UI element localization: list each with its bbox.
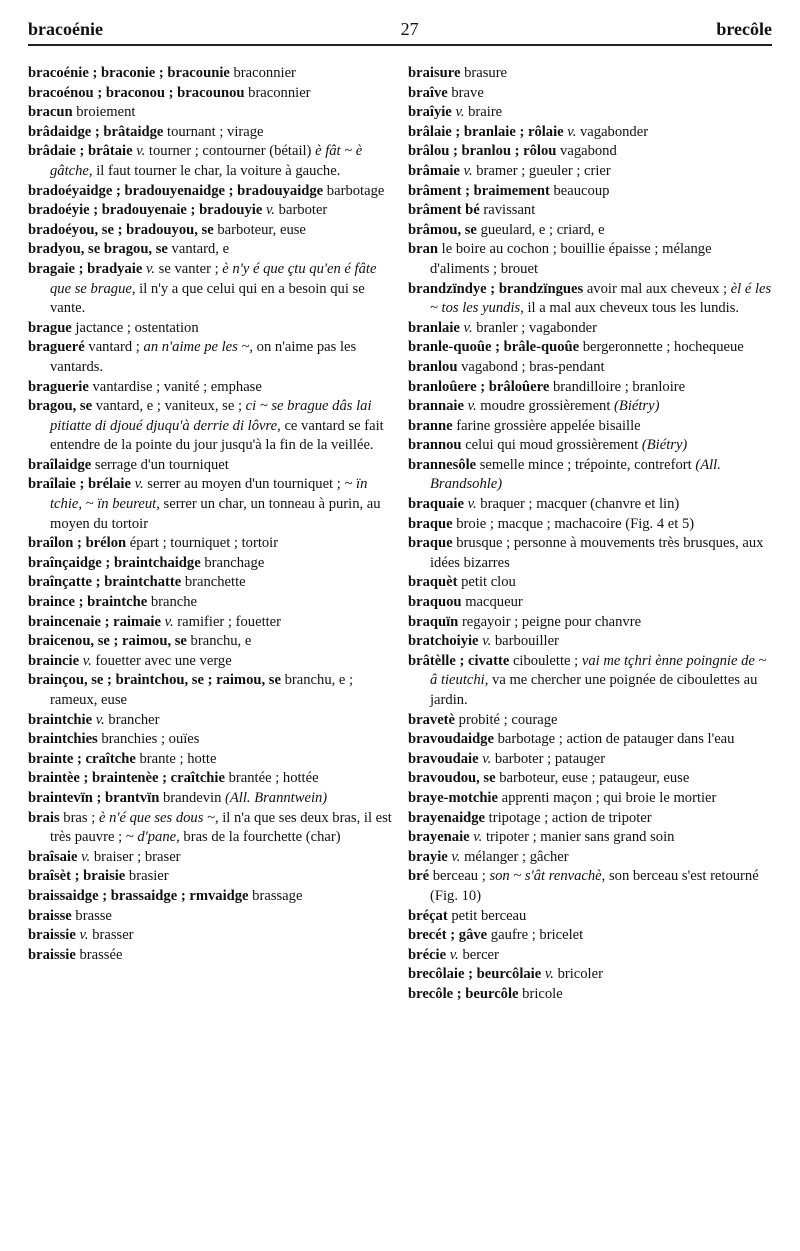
definition-text: , il n'a que ses deux bras, il est très pauvre ; (50, 809, 392, 846)
dictionary-entry (28, 809, 392, 848)
definition-text: braiser ; braser (90, 848, 181, 865)
definition-text: beaucoup (549, 182, 610, 199)
italic-text: v. (482, 633, 492, 650)
definition-text: serrage d'un tourniquet (91, 456, 229, 473)
dictionary-entry (28, 182, 392, 202)
running-head-first-entry: bracoénie (28, 18, 103, 39)
dictionary-entry (28, 789, 392, 809)
definition-text: barbotage (323, 182, 385, 199)
headword: braintèe ; braintenèe ; craîtchie (28, 770, 225, 787)
headword: branloûere ; brâloûere (408, 378, 550, 395)
headword: braincenaie ; raimaie (28, 613, 161, 630)
definition-text: apprenti maçon ; qui broie le mortier (497, 789, 717, 806)
headword: bragou, se (28, 398, 93, 415)
definition-text: barboteur, euse ; pataugeur, euse (495, 770, 690, 787)
dictionary-entry (28, 84, 392, 104)
headword: braicenou, se ; raimou, se (28, 633, 187, 650)
definition-text: regayoir ; peigne pour chanvre (458, 613, 642, 630)
headword: braisure (408, 65, 461, 81)
dictionary-entry (28, 319, 392, 339)
definition-text: barboteur, euse (213, 221, 306, 238)
dictionary-entry (408, 338, 772, 358)
italic-text: v. (164, 613, 174, 630)
italic-text: v. (451, 848, 461, 865)
definition-text: épart ; tourniquet ; tortoir (126, 535, 279, 552)
dictionary-entry (408, 319, 772, 339)
dictionary-entry (28, 142, 392, 181)
italic-text: an n'aime pe les ~ (143, 339, 250, 356)
dictionary-entry (408, 358, 772, 378)
definition-text: tournant ; virage (163, 123, 264, 140)
italic-text: v. (79, 927, 89, 944)
dictionary-entry (28, 593, 392, 613)
headword: braque (408, 515, 453, 532)
italic-text: v. (134, 476, 144, 493)
headword: braînçatte ; braintchatte (28, 574, 182, 591)
definition-text: macqueur (461, 594, 523, 611)
dictionary-entry (28, 378, 392, 398)
dictionary-entry (28, 123, 392, 143)
dictionary-entry (28, 554, 392, 574)
headword: brannesôle (408, 456, 477, 473)
dictionary-entry (28, 946, 392, 966)
definition-text: brantée ; hottée (224, 770, 319, 787)
italic-text: v. (467, 496, 477, 513)
headword: bravoudaie (408, 750, 479, 767)
italic-text: (Biétry) (614, 398, 660, 415)
italic-text: v. (463, 319, 473, 336)
headword: brague (28, 319, 72, 336)
definition-text: bras ; (59, 809, 99, 826)
dictionary-entry (28, 750, 392, 770)
headword: brâdaie ; brâtaie (28, 143, 133, 160)
dictionary-entry (28, 632, 392, 652)
definition-text: ramifier ; fouetter (173, 613, 282, 630)
definition-text: gaufre ; bricelet (487, 927, 584, 944)
definition-text: , il a mal aux cheveux tous les lundis. (520, 300, 740, 317)
dictionary-entry (408, 123, 772, 143)
dictionary-entry (28, 201, 392, 221)
italic-text: v. (145, 260, 156, 277)
headword: braissie (28, 927, 76, 944)
headword: brâmou, se (408, 221, 477, 238)
headword: braque (408, 535, 453, 552)
definition-text: berceau ; (429, 868, 490, 885)
headword: braissie (28, 946, 76, 963)
italic-text: è fât ~ è gâtche (50, 143, 363, 179)
dictionary-entry (28, 475, 392, 534)
definition-text: branche (147, 594, 198, 611)
dictionary-entry (408, 711, 772, 731)
dictionary-entry (408, 769, 772, 789)
dictionary-entry (408, 652, 772, 711)
definition-text: braquer ; macquer (chanvre et lin) (476, 496, 680, 513)
headword: braîlaidge (28, 456, 92, 473)
headword: braisse (28, 907, 72, 924)
italic-text: vai me tçhri ènne poingnie de ~ â tieutchi (430, 652, 767, 689)
definition-text: brante ; hotte (135, 750, 217, 767)
italic-text: v. (463, 162, 473, 179)
dictionary-entry (408, 280, 772, 319)
headword: braintevïn ; brantvïn (28, 789, 160, 806)
definition-text: , il n'y a que celui qui en a besoin qui se vante. (50, 280, 365, 317)
italic-text: è n'y é que çtu qu'en é fâte que se brague (50, 260, 377, 297)
dictionary-entry (408, 534, 772, 573)
dictionary-entry (408, 182, 772, 202)
headword: brecôle ; beurcôle (408, 985, 519, 1002)
dictionary-entry (408, 515, 772, 535)
headword: bragaie ; bradyaie (28, 260, 143, 277)
definition-text: tripotage ; action de tripoter (485, 809, 652, 826)
dictionary-entry (408, 750, 772, 770)
headword: brainte ; craîtche (28, 750, 136, 767)
dictionary-entry (408, 397, 772, 417)
definition-text: petit clou (457, 574, 516, 591)
dictionary-entry (408, 240, 772, 279)
dictionary-entry (28, 338, 392, 377)
dictionary-entry (408, 907, 772, 927)
headword: bratchoiyie (408, 633, 479, 650)
headword: bradoéyaidge ; bradouyenaidge ; bradouyaidge (28, 182, 324, 199)
headword: braguerie (28, 378, 89, 395)
definition-text: braconnier (229, 65, 296, 81)
definition-text: brandevin (159, 789, 226, 806)
page-number: 27 (400, 18, 419, 39)
italic-text: èl é les ~ tos les yundis (430, 280, 772, 317)
dictionary-entry (408, 828, 772, 848)
definition-text: le boire au cochon ; bouillie épaisse ; mélange d'aliments ; brouet (430, 241, 712, 277)
definition-text: vagabond ; bras-pendant (457, 358, 605, 375)
headword: bradoéyie ; bradouyenaie ; bradouyie (28, 202, 263, 219)
definition-text: farine grossière appelée bisaille (452, 417, 641, 434)
definition-text: bricoler (553, 966, 603, 983)
definition-text: moudre grossièrement (476, 398, 615, 415)
headword: brécie (408, 946, 447, 963)
dictionary-columns (28, 64, 772, 1243)
headword: brannou (408, 437, 462, 454)
dictionary-entry (408, 730, 772, 750)
dictionary-entry (28, 671, 392, 710)
definition-text: brasure (460, 65, 508, 81)
definition-text: , ce vantard se fait entendre de la pointe du jour jusqu'à la fin de la veillée. (50, 417, 384, 454)
italic-text: v. (467, 398, 477, 415)
definition-text: braconnier (244, 84, 311, 101)
dictionary-entry (408, 867, 772, 906)
headword: brannaie (408, 398, 464, 415)
definition-text: barboter (275, 202, 328, 219)
italic-text: (Biétry) (641, 437, 688, 454)
definition-text: branchu, e ; rameux, euse (50, 672, 354, 708)
definition-text: brave (447, 84, 484, 101)
italic-text: v. (482, 750, 492, 767)
definition-text: bricole (518, 985, 563, 1002)
italic-text: v. (265, 202, 276, 219)
left-column (28, 64, 392, 1243)
dictionary-entry (408, 573, 772, 593)
headword: brainçou, se ; braintchou, se ; raimou, se (28, 672, 281, 689)
definition-text: braire (464, 104, 503, 121)
italic-text: (All. Branntwein) (225, 789, 328, 806)
definition-text: celui qui moud grossièrement (461, 437, 642, 454)
definition-text: serrer au moyen d'un tourniquet ; (143, 476, 345, 493)
italic-text: ~ d'pane (125, 829, 177, 846)
definition-text: brancher (104, 711, 160, 728)
headword: brâment bé (408, 202, 480, 219)
headword: bravoudaidge (408, 731, 494, 748)
headword: bradoéyou, se ; bradouyou, se (28, 221, 214, 238)
dictionary-entry (408, 789, 772, 809)
headword: braquaie (408, 496, 464, 513)
headword: brayenaidge (408, 809, 486, 826)
definition-text: branchette (181, 574, 246, 591)
dictionary-entry (28, 260, 392, 319)
definition-text: brassage (248, 887, 303, 904)
definition-text: ciboulette ; (509, 652, 582, 669)
dictionary-entry (408, 221, 772, 241)
definition-text: broiement (72, 104, 136, 121)
headword: brecét ; gâve (408, 927, 488, 944)
headword: bré (408, 868, 430, 885)
headword: brâmaie (408, 162, 460, 179)
dictionary-entry (28, 397, 392, 456)
headword: branne (408, 417, 453, 434)
definition-text: bercer (458, 946, 499, 963)
definition-text: barboter ; patauger (491, 750, 606, 767)
headword: bradyou, se (28, 241, 101, 258)
page-header (28, 14, 772, 46)
dictionary-entry (28, 711, 392, 731)
dictionary-entry (28, 730, 392, 750)
definition-text: , va me chercher une poignée de ciboulettes au jardin. (430, 672, 758, 708)
headword: braîlaie ; brélaie (28, 476, 131, 493)
headword: braintchies (28, 731, 98, 748)
headword: branlaie (408, 319, 460, 336)
dictionary-entry (408, 456, 772, 495)
headword: bragou, se (103, 241, 168, 258)
italic-text: v. (473, 829, 483, 846)
definition-text: vantardise ; vanité ; emphase (88, 378, 262, 395)
headword: braîsèt ; braisie (28, 868, 126, 885)
headword: bravetè (408, 711, 456, 728)
definition-text: tripoter ; manier sans grand soin (482, 829, 675, 846)
italic-text: ~ ïn tchie, ~ ïn beureut (50, 476, 368, 513)
definition-text: brasse (71, 907, 112, 924)
headword: brais (28, 809, 60, 826)
italic-text: v. (544, 966, 554, 983)
headword: brâlaie ; branlaie ; rôlaie (408, 123, 564, 140)
dictionary-entry (28, 613, 392, 633)
dictionary-entry (408, 64, 772, 84)
headword: braissaidge ; brassaidge ; rmvaidge (28, 887, 249, 904)
definition-text: probité ; courage (455, 711, 558, 728)
dictionary-entry (408, 965, 772, 985)
italic-text: v. (567, 123, 577, 140)
definition-text: bergeronnette ; hochequeue (579, 339, 744, 356)
dictionary-entry (28, 926, 392, 946)
dictionary-entry (408, 593, 772, 613)
definition-text: jactance ; ostentation (71, 319, 199, 336)
dictionary-entry (408, 848, 772, 868)
definition-text: petit berceau (447, 907, 527, 924)
definition-text: vantard, e (167, 241, 230, 258)
right-column (408, 64, 772, 1243)
definition-text: fouetter avec une verge (91, 652, 232, 669)
headword: bracoénou ; braconou ; bracounou (28, 84, 245, 101)
headword: braîlon ; brélon (28, 535, 127, 552)
italic-text: è n'é que ses dous ~ (98, 809, 215, 826)
dictionary-entry (408, 84, 772, 104)
definition-text: vantard, e ; vaniteux, se ; (92, 398, 246, 415)
dictionary-entry (408, 417, 772, 437)
dictionary-entry (408, 378, 772, 398)
italic-text: v. (82, 652, 92, 669)
definition-text: gueulard, e ; criard, e (476, 221, 605, 238)
headword: bragueré (28, 339, 85, 356)
dictionary-entry (408, 103, 772, 123)
headword: braintchie (28, 711, 93, 728)
dictionary-entry (408, 926, 772, 946)
headword: braîve (408, 84, 448, 101)
dictionary-entry (28, 573, 392, 593)
dictionary-entry (28, 534, 392, 554)
definition-text: , il faut tourner le char, la voiture à gauche. (88, 162, 341, 179)
headword: braîyie (408, 104, 452, 121)
definition-text: avoir mal aux cheveux ; (583, 280, 731, 297)
definition-text: ravissant (479, 202, 536, 219)
definition-text: broie ; macque ; machacoire (Fig. 4 et 5) (452, 515, 695, 532)
definition-text: , son berceau s'est retourné (Fig. 10) (430, 868, 759, 904)
dictionary-entry (28, 907, 392, 927)
dictionary-entry (408, 809, 772, 829)
dictionary-entry (28, 769, 392, 789)
headword: branle-quoûe ; brâle-quoûe (408, 339, 580, 356)
headword: braince ; braintche (28, 594, 148, 611)
dictionary-entry (28, 867, 392, 887)
dictionary-entry (408, 632, 772, 652)
italic-text: v. (81, 848, 91, 865)
headword: bréçat (408, 907, 448, 924)
dictionary-entry (28, 221, 392, 241)
headword: bravoudou, se (408, 770, 496, 787)
definition-text: tourner ; contourner (bétail) (145, 143, 316, 160)
definition-text: , on n'aime pas les vantards. (50, 339, 357, 375)
definition-text: semelle mince ; trépointe, contrefort (476, 456, 696, 473)
definition-text: se vanter ; (155, 260, 223, 277)
definition-text: branler ; vagabonder (472, 319, 597, 336)
dictionary-entry (408, 436, 772, 456)
italic-text: (All. Brandsohle) (430, 456, 721, 493)
headword: braquou (408, 594, 462, 611)
definition-text: mélanger ; gâcher (460, 848, 569, 865)
dictionary-entry (408, 201, 772, 221)
definition-text: vagabonder (576, 123, 649, 140)
headword: braquïn (408, 613, 459, 630)
definition-text: brasser (88, 927, 134, 944)
definition-text: vantard ; (84, 339, 144, 356)
headword: brâment ; braimement (408, 182, 550, 199)
italic-text: son ~ s'ât renvachè (489, 868, 602, 885)
headword: bracun (28, 104, 73, 121)
definition-text: brandilloire ; branloire (549, 378, 686, 395)
headword: branlou (408, 358, 458, 375)
definition-text: bramer ; gueuler ; crier (472, 162, 611, 179)
definition-text: branchies ; ouïes (97, 731, 200, 748)
definition-text: branchu, e (186, 633, 252, 650)
dictionary-entry (28, 887, 392, 907)
headword: brayie (408, 848, 448, 865)
dictionary-entry (408, 162, 772, 182)
headword: braye-motchie (408, 789, 498, 806)
dictionary-entry (28, 103, 392, 123)
definition-text: brassée (75, 946, 123, 963)
dictionary-entry (408, 946, 772, 966)
italic-text: v. (455, 104, 465, 121)
dictionary-entry (408, 142, 772, 162)
definition-text: vagabond (556, 143, 617, 160)
headword: braincie (28, 652, 80, 669)
headword: braînçaidge ; braintchaidge (28, 554, 201, 571)
dictionary-entry (408, 495, 772, 515)
definition-text: , serrer un char, un tonneau à purin, au moyen du tortoir (50, 496, 381, 532)
italic-text: ci ~ se brague dâs lai pitiatte di djoué djuqu'à derrie di lôvre (50, 398, 372, 434)
italic-text: v. (136, 143, 146, 160)
headword: brâlou ; branlou ; rôlou (408, 143, 557, 160)
dictionary-entry (28, 652, 392, 672)
headword: brandzïndye ; brandzïngues (408, 280, 584, 297)
italic-text: v. (449, 946, 459, 963)
dictionary-entry (28, 64, 392, 84)
dictionary-entry (28, 240, 392, 260)
dictionary-entry (28, 848, 392, 868)
headword: brayenaie (408, 829, 470, 846)
headword: bran (408, 241, 439, 258)
definition-text: branchage (200, 554, 265, 571)
italic-text: v. (95, 711, 105, 728)
definition-text: brasier (125, 868, 169, 885)
headword: brâtèlle ; civatte (408, 652, 510, 669)
headword: bracoénie ; braconie ; bracounie (28, 65, 230, 81)
headword: brecôlaie ; beurcôlaie (408, 966, 542, 983)
definition-text: , bras de la fourchette (char) (176, 829, 341, 846)
definition-text: barbotage ; action de patauger dans l'eau (493, 731, 735, 748)
headword: braîsaie (28, 848, 78, 865)
definition-text: barbouiller (491, 633, 559, 650)
headword: brâdaidge ; brâtaidge (28, 123, 164, 140)
running-head-last-entry: brecôle (716, 18, 772, 39)
dictionary-entry (408, 613, 772, 633)
dictionary-entry (28, 456, 392, 476)
dictionary-entry (408, 985, 772, 1005)
definition-text: brusque ; personne à mouvements très brusques, aux idées bizarres (430, 535, 764, 571)
headword: braquèt (408, 574, 458, 591)
